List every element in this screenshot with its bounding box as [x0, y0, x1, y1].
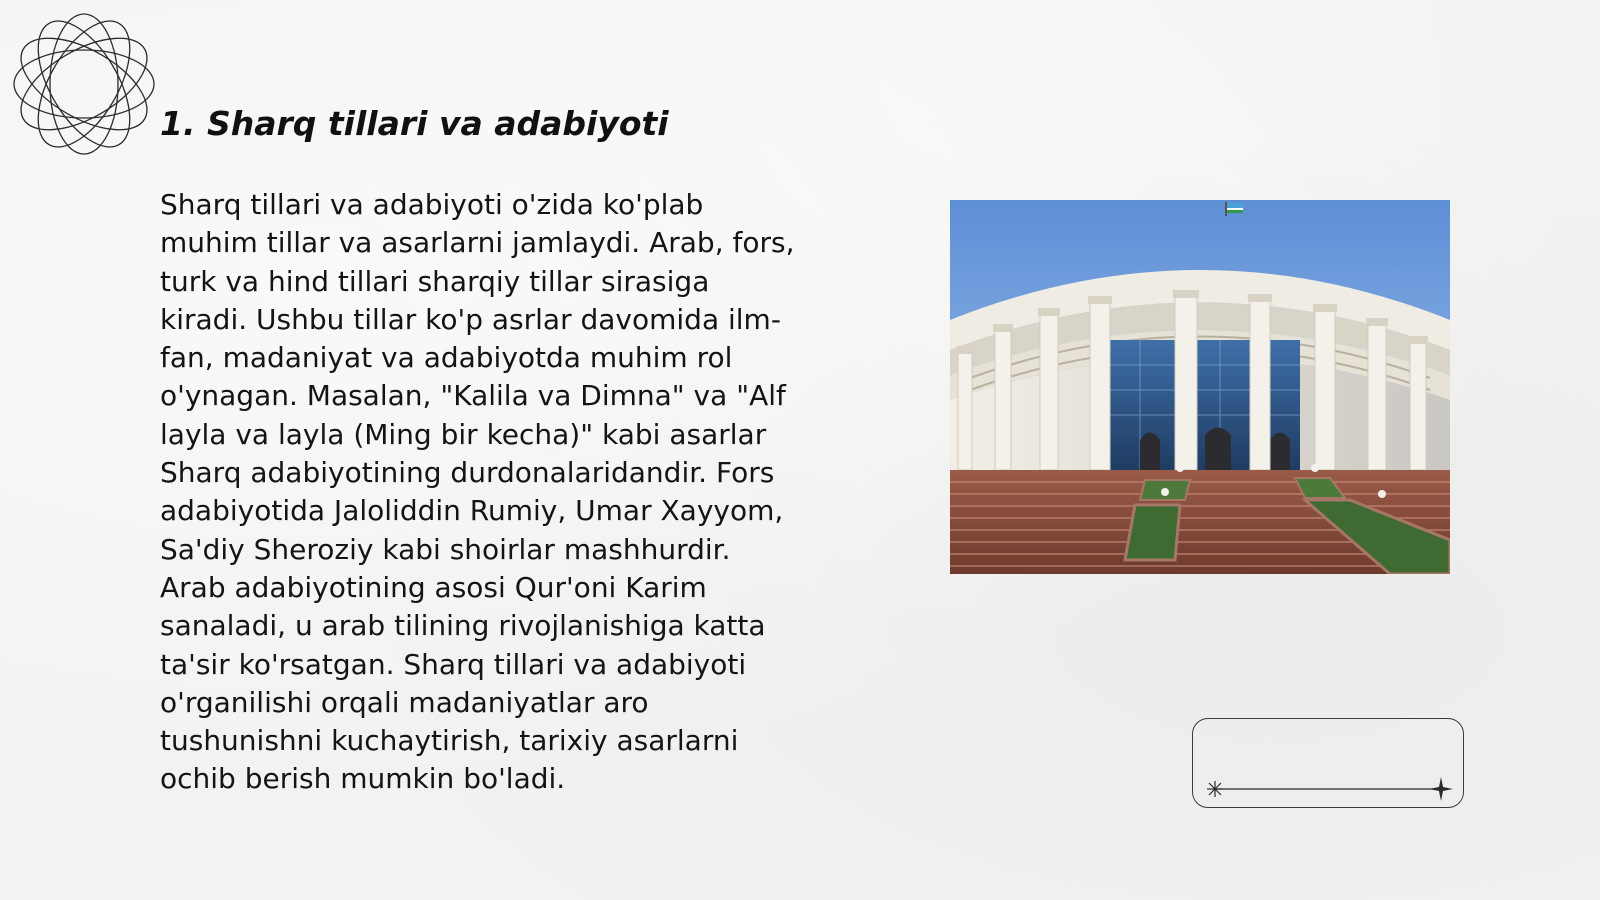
body-line: Sharq tillari va adabiyoti o'zida ko'plab: [160, 188, 704, 221]
decorative-frame: [1192, 718, 1464, 808]
body-line: tushunishni kuchaytirish, tarixiy asarlarni: [160, 724, 739, 758]
sparkle-star-icon: [1207, 781, 1223, 797]
body-line: Arab adabiyotining asosi Qur'oni Karim: [160, 570, 707, 604]
body-line: ochib berish mumkin bo'ladi.: [160, 762, 566, 796]
body-line: o'ynagan. Masalan, "Kalila va Dimna" va "Alf: [160, 379, 786, 413]
building-photo: [950, 200, 1450, 574]
body-paragraph: [160, 186, 850, 799]
body-line: sanaladi, u arab tilining rivojlanishiga katta: [160, 609, 766, 643]
body-line: turk va hind tillari sharqiy tillar sirasiga: [160, 264, 710, 298]
body-line: Sharq adabiyotining durdonalaridandir. Fors: [160, 456, 775, 490]
circular-line-ornament-icon: [10, 10, 158, 158]
sparkle-star-icon: [1429, 777, 1453, 801]
body-line: Sa'diy Sheroziy kabi shoirlar mashhurdir.: [160, 532, 731, 566]
body-line: adabiyotida Jaloliddin Rumiy, Umar Xayyom,: [160, 494, 784, 528]
body-line: fan, madaniyat va adabiyotda muhim rol: [160, 341, 733, 375]
body-line: layla va layla (Ming bir kecha)" kabi asarlar: [160, 417, 767, 451]
body-line: kiradi. Ushbu tillar ko'p asrlar davomida ilm-: [160, 302, 781, 336]
slide-title: 1. Sharq tillari va adabiyoti: [160, 104, 669, 143]
body-line: ta'sir ko'rsatgan. Sharq tillari va adabiyoti: [160, 647, 747, 681]
body-line: o'rganilishi orqali madaniyatlar aro: [160, 685, 649, 719]
decorative-line: [1193, 719, 1465, 809]
body-line: muhim tillar va asarlarni jamlaydi. Arab, fors,: [160, 226, 795, 260]
